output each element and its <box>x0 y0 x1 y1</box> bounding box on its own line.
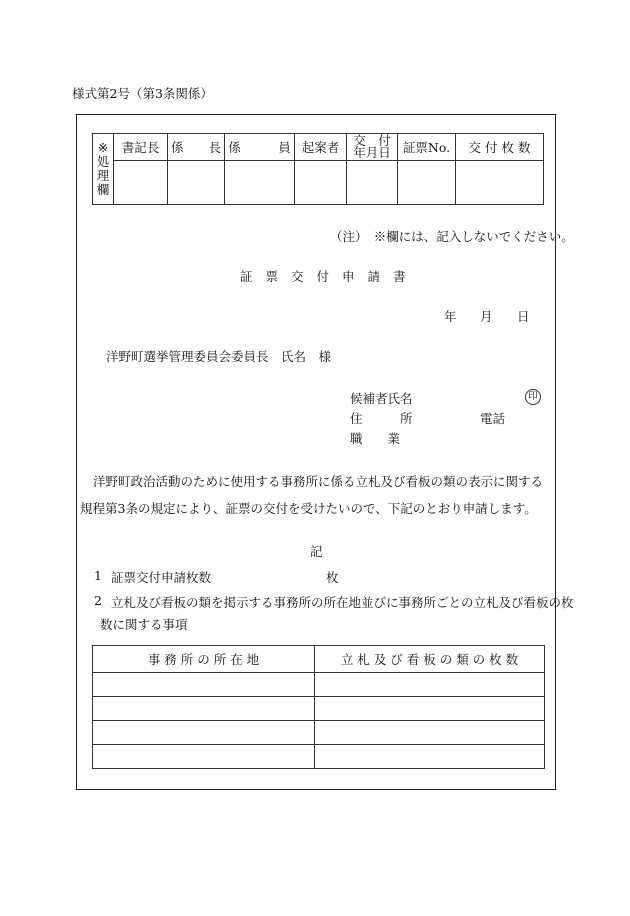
phone-label: 電話 <box>480 411 506 426</box>
office-table <box>92 645 545 769</box>
item-2-text-line2: 数に関する事項 <box>100 617 188 632</box>
processing-row-label: ※ 処 理 欄 <box>93 134 114 205</box>
application-body: 洋野町政治活動のために使用する事務所に係る立札及び看板の類の表示に関する規程第3条の規定により、証票の交付を受けたいので、下記のとおり申請します。 <box>80 474 544 516</box>
sign-count-cell[interactable] <box>315 745 545 769</box>
office-location-cell[interactable] <box>93 697 315 721</box>
cell-issue-date[interactable] <box>347 161 398 205</box>
document-title: 証票交付申請書 <box>240 269 419 284</box>
sign-count-cell[interactable] <box>315 721 545 745</box>
cell-kianusha[interactable] <box>295 161 347 205</box>
candidate-name-label: 候補者氏名 <box>350 391 413 406</box>
sign-count-cell[interactable] <box>315 697 545 721</box>
header-issue-date: 交 付 年月日 <box>347 134 398 161</box>
processing-table <box>92 133 544 205</box>
cell-kakariin[interactable] <box>225 161 295 205</box>
note: （注） ※欄には、記入しないでください。 <box>330 229 574 244</box>
date-day: 日 <box>517 309 530 324</box>
sign-count-cell[interactable] <box>315 673 545 697</box>
header-kakariin: 係 員 <box>225 134 295 161</box>
office-location-cell[interactable] <box>93 721 315 745</box>
cell-cert-no[interactable] <box>398 161 456 205</box>
form-number: 様式第2号（第3条関係） <box>72 86 213 101</box>
cell-kakaricho[interactable] <box>168 161 225 205</box>
date-month: 月 <box>480 309 493 324</box>
date-year: 年 <box>444 309 457 324</box>
header-cert-no: 証票No. <box>398 134 456 161</box>
office-location-header: 事 務 所 の 所 在 地 <box>93 646 315 673</box>
cell-issue-count[interactable] <box>456 161 544 205</box>
header-shokicho: 書記長 <box>114 134 168 161</box>
addressee: 洋野町選挙管理委員会委員長 氏名 様 <box>106 349 332 364</box>
header-kianusha: 起案者 <box>295 134 347 161</box>
office-location-cell[interactable] <box>93 745 315 769</box>
item-2-number: 2 <box>94 593 102 608</box>
item-1-text: 証票交付申請枚数 <box>111 570 212 585</box>
seal-mark: 印 <box>525 389 541 405</box>
sign-count-header: 立 札 及 び 看 板 の 類 の 枚 数 <box>315 646 545 673</box>
ki-heading: 記 <box>310 544 323 559</box>
item-2-text-line1: 立札及び看板の類を掲示する事務所の所在地並びに事務所ごとの立札及び看板の枚 <box>111 595 574 610</box>
address-label: 住 所 <box>350 411 413 426</box>
date-line <box>444 307 530 325</box>
item-1-number: 1 <box>94 568 102 583</box>
office-location-cell[interactable] <box>93 673 315 697</box>
occupation-label: 職 業 <box>350 431 401 446</box>
header-issue-count: 交 付 枚 数 <box>456 134 544 161</box>
cell-shokicho[interactable] <box>114 161 168 205</box>
header-kakaricho: 係 長 <box>168 134 225 161</box>
item-1-unit: 枚 <box>326 570 339 585</box>
